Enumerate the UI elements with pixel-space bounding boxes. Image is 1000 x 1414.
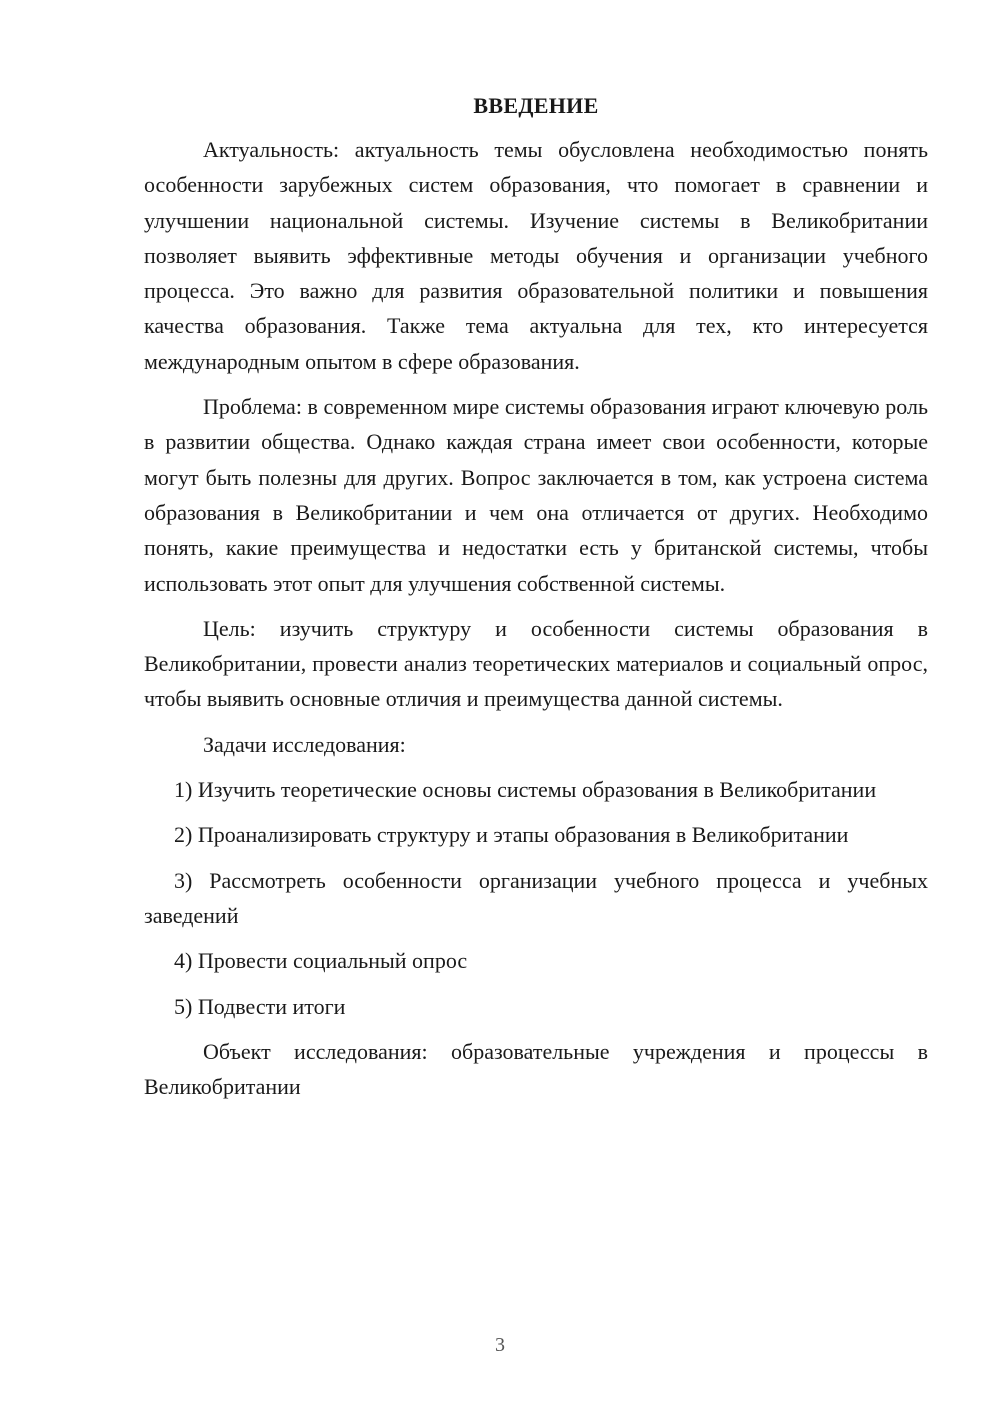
list-item: 2) Проанализировать структуру и этапы образования в Великобритании [174, 822, 849, 848]
list-item: 5) Подвести итоги [174, 993, 346, 1019]
paragraph-relevance: Актуальность: актуальность темы обусловлена необходимостью понять особенности зарубежных систем образования, что помогает в сравнении и улучшении национальной системы. Изучение системы в Великобритании позволяет выявить эффективные методы обучения и организации учебного процесса. Это важно для развития образовательной политики и повышения качества образования. Также тема актуальна для тех, кто интересуется международным опытом в сфере образования. [144, 137, 928, 374]
section-heading: ВВЕДЕНИЕ [473, 93, 599, 118]
list-item: 3) Рассмотреть особенности организации учебного процесса и учебных заведений [144, 867, 928, 928]
paragraph-object: Объект исследования: образовательные учреждения и процессы в Великобритании [144, 1038, 928, 1100]
page-number: 3 [495, 1334, 505, 1356]
document-page [144, 92, 928, 1114]
tasks-list [144, 772, 928, 1024]
list-item: 1) Изучить теоретические основы системы образования в Великобритании [174, 777, 877, 803]
list-item: 4) Провести социальный опрос [174, 948, 468, 974]
paragraph-goal: Цель: изучить структуру и особенности системы образования в Великобритании, провести анализ теоретических материалов и социальный опрос, чтобы выявить основные отличия и преимущества данной системы. [144, 615, 928, 712]
tasks-title: Задачи исследования: [203, 731, 406, 757]
paragraph-problem: Проблема: в современном мире системы образования играют ключевую роль в развитии общества. Однако каждая страна имеет свои особенности, которые могут быть полезны для других. Вопрос заключается в том, как устроена система образования в Великобритании и чем она отличается от других. Необходимо понять, какие преимущества и недостатки есть у британской системы, чтобы использовать этот опыт для улучшения собственной системы. [144, 394, 928, 596]
